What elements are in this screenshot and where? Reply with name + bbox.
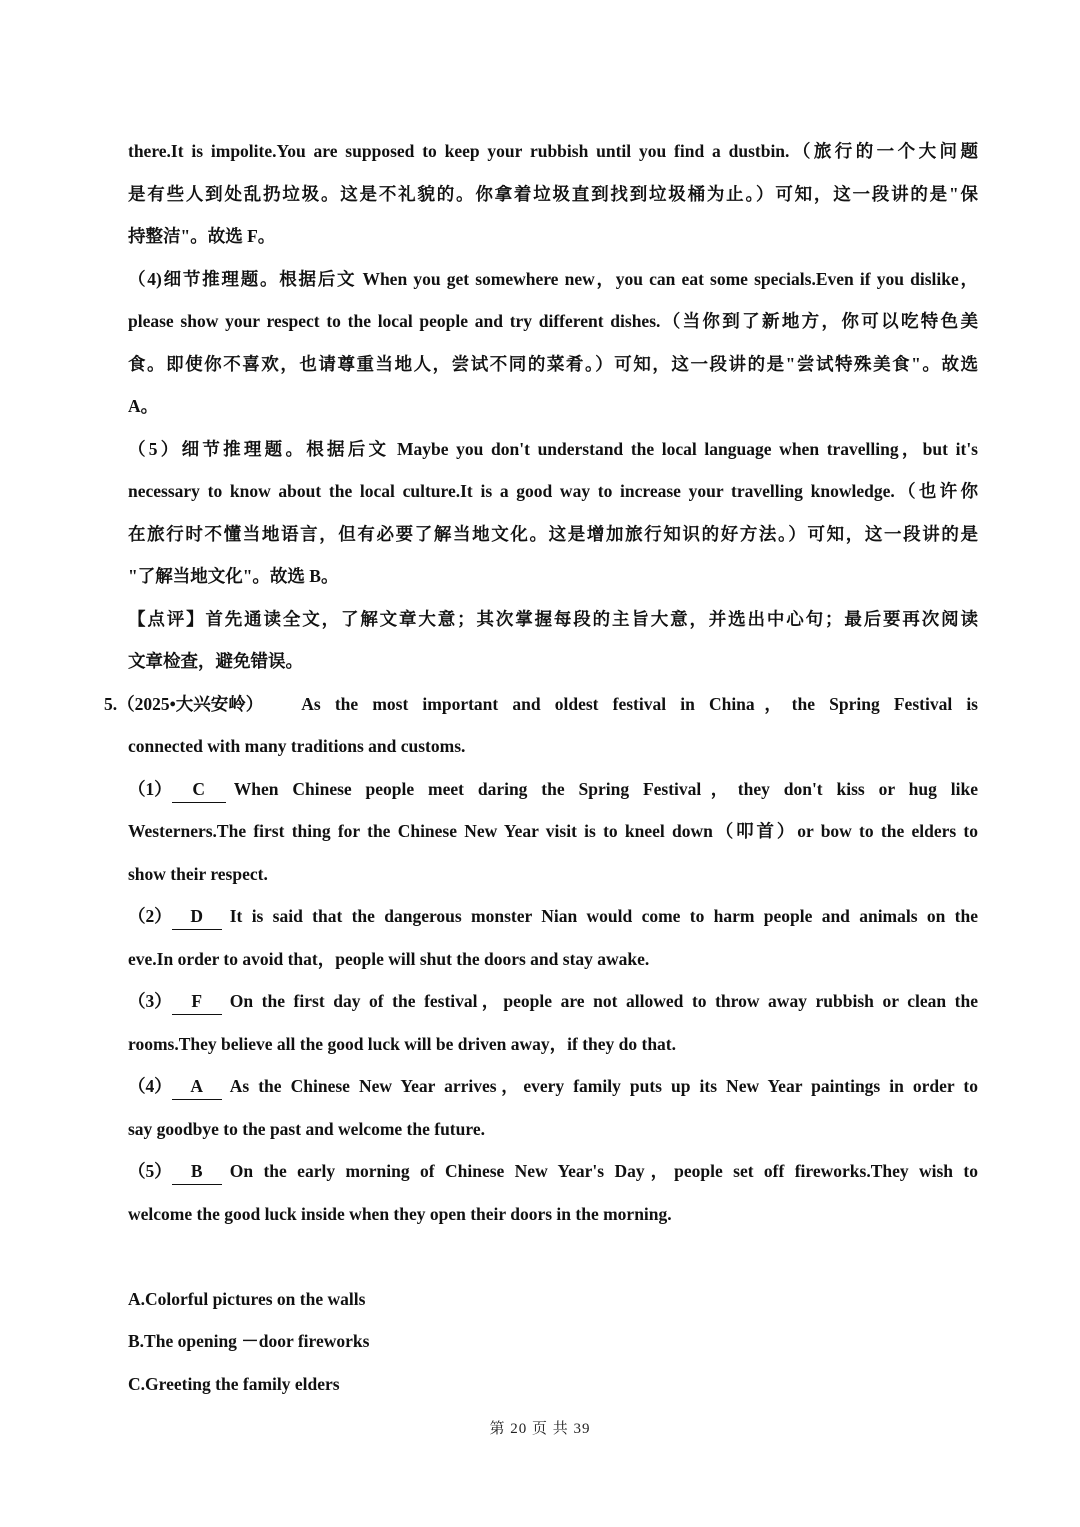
text-line: there.It is impolite.You are supposed to keep your rubbish until you find a dustbin.（旅行的一个大问题 <box>128 141 978 161</box>
text-line: "了解当地文化"。故选 B。 <box>128 566 339 586</box>
question-number: 5. <box>104 694 118 714</box>
item-text: As the Chinese New Year arrives，every family puts up its New Year paintings in order to <box>229 1076 978 1096</box>
answer-blank: F <box>172 988 222 1015</box>
option-b: B.The opening －door fireworks <box>128 1331 370 1351</box>
item-text: rooms.They believe all the good luck will be driven away，if they do that. <box>128 1034 677 1054</box>
text-line: （4)细节推理题。根据后文 When you get somewhere new，you can eat some specials.Even if you dislike， <box>128 269 978 289</box>
question-source: （2025•大兴安岭） <box>117 694 264 714</box>
comment-line: 【点评】首先通读全文，了解文章大意；其次掌握每段的主旨大意，并选出中心句；最后要再次阅读 <box>128 609 978 629</box>
option-a: A.Colorful pictures on the walls <box>128 1289 366 1309</box>
item-number: （4） <box>128 1076 172 1096</box>
item-number: （3） <box>128 991 172 1011</box>
item-text: say goodbye to the past and welcome the future. <box>128 1119 485 1139</box>
item-text: eve.In order to avoid that，people will shut the doors and stay awake. <box>128 949 650 969</box>
item-text: show their respect. <box>128 864 268 884</box>
text-line: 食。即使你不喜欢，也请尊重当地人，尝试不同的菜肴。）可知，这一段讲的是"尝试特殊美食"。故选 <box>128 354 978 374</box>
question-intro: As the most important and oldest festival in China，the Spring Festival is <box>301 694 978 714</box>
item-text: On the early morning of Chinese New Year's Day，people set off fireworks.They wish to <box>229 1161 978 1181</box>
text-line: 在旅行时不懂当地语言，但有必要了解当地文化。这是增加旅行知识的好方法。）可知，这一段讲的是 <box>128 524 978 544</box>
item-number: （1） <box>128 779 172 799</box>
question-item-4 <box>128 1073 978 1100</box>
text-line: necessary to know about the local culture.It is a good way to increase your travelling knowledge.（也许你 <box>128 481 978 501</box>
item-number: （2） <box>128 906 172 926</box>
item-text: welcome the good luck inside when they open their doors in the morning. <box>128 1204 672 1224</box>
question-intro-cont: connected with many traditions and customs. <box>128 736 466 756</box>
answer-blank: B <box>172 1158 222 1185</box>
question-item-5 <box>128 1158 978 1185</box>
item-text: On the first day of the festival，people are not allowed to throw away rubbish or clean the <box>229 991 978 1011</box>
question-header <box>104 691 978 717</box>
text-line: A。 <box>128 396 159 416</box>
item-text: When Chinese people meet daring the Spring Festival，they don't kiss or hug like <box>233 779 978 799</box>
answer-blank: D <box>172 903 222 930</box>
answer-blank: C <box>172 776 226 803</box>
text-line: 持整洁"。故选 F。 <box>128 226 276 246</box>
item-text: Westerners.The first thing for the Chinese New Year visit is to kneel down（叩首）or bow to the elders to <box>128 821 978 841</box>
question-item-3 <box>128 988 978 1015</box>
item-number: （5） <box>128 1161 172 1181</box>
text-line: （5）细节推理题。根据后文 Maybe you don't understand the local language when travelling，but it's <box>128 439 978 459</box>
question-item-2 <box>128 903 978 930</box>
text-line: please show your respect to the local people and try different dishes.（当你到了新地方，你可以吃特色美 <box>128 311 978 331</box>
text-line: 是有些人到处乱扔垃圾。这是不礼貌的。你拿着垃圾直到找到垃圾桶为止。）可知，这一段讲的是"保 <box>128 184 978 204</box>
option-c: C.Greeting the family elders <box>128 1374 340 1394</box>
item-text: It is said that the dangerous monster Nian would come to harm people and animals on the <box>229 906 978 926</box>
comment-line: 文章检查，避免错误。 <box>128 651 303 671</box>
page-number-footer: 第 20 页 共 39 <box>489 1421 591 1437</box>
question-item-1 <box>128 776 978 803</box>
answer-blank: A <box>172 1073 222 1100</box>
